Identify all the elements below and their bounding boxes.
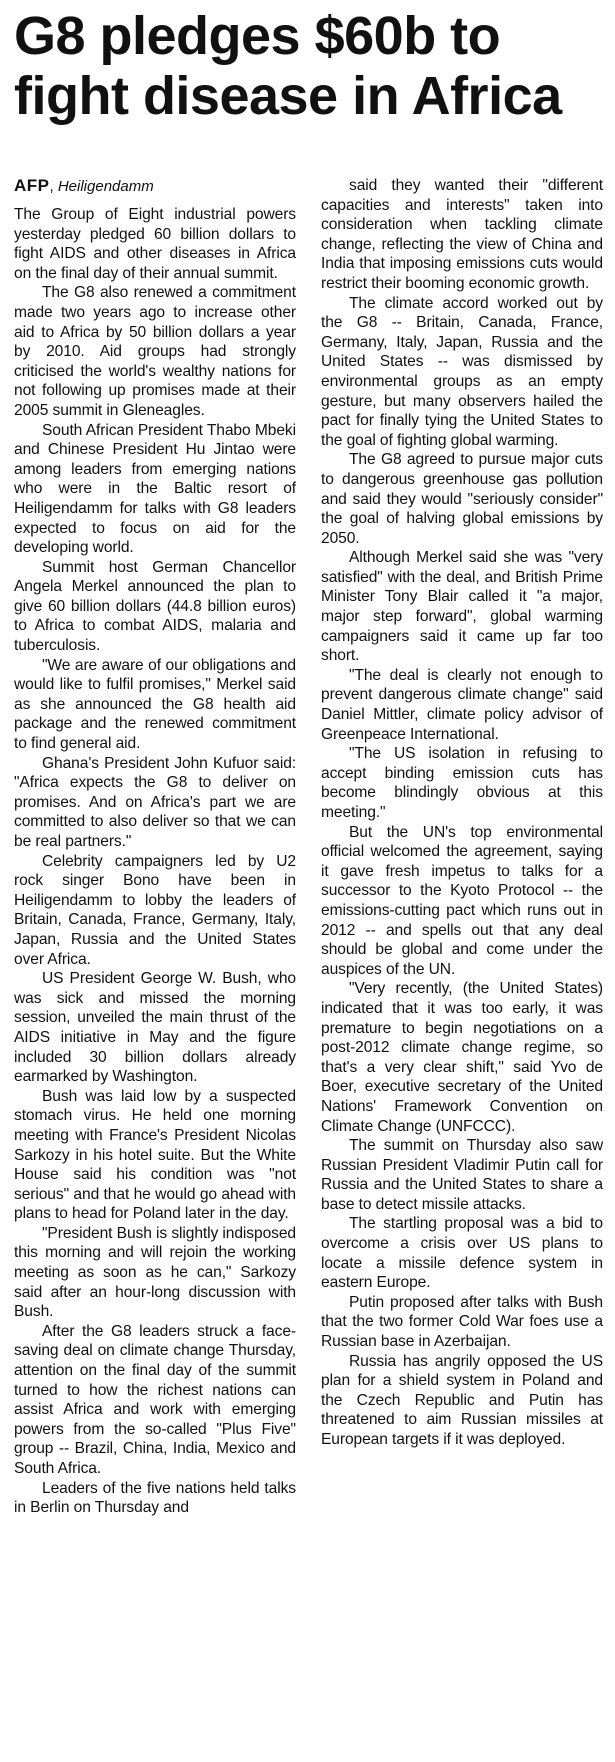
- dateline: [14, 176, 296, 197]
- headline-line-1: G8 pledges $60b to: [14, 6, 501, 66]
- paragraph: After the G8 leaders struck a face-saving deal on climate change Thursday, attention on the final day of the summit turned to how the richest nations can assist Africa and work with emerging powers from the so-called "Plus Five" group -- Brazil, China, India, Mexico and South Africa.: [14, 1322, 296, 1477]
- paragraph: "The deal is clearly not enough to prevent dangerous climate change" said Daniel Mittler, climate policy advisor of Greenpeace International.: [321, 666, 603, 743]
- paragraph: Putin proposed after talks with Bush that the two former Cold War foes use a Russian base in Azerbaijan.: [321, 1293, 603, 1351]
- paragraph: The G8 agreed to pursue major cuts to dangerous greenhouse gas pollution and said they would "seriously consider" the goal of halving global emissions by 2050.: [321, 451, 603, 547]
- paragraph: Although Merkel said she was "very satisfied" with the deal, and British Prime Minister Tony Blair called it "a major, major step forward", global warming campaigners said it came up far too short.: [321, 549, 603, 665]
- article-column-left: [14, 176, 296, 1754]
- dateline-separator: ,: [49, 178, 54, 195]
- paragraph: said they wanted their "different capacities and interests" taken into consideration when tackling climate change, reflecting the view of China and India that imposing emissions cuts would restrict their booming economic growth.: [321, 177, 603, 292]
- paragraph: The summit on Thursday also saw Russian President Vladimir Putin call for Russia and the United States to share a base to detect missile attacks.: [321, 1137, 603, 1213]
- paragraph: Ghana's President John Kufuor said: "Africa expects the G8 to deliver on promises. And on Africa's part we are committed to also deliver so that we can be real partners.": [14, 754, 296, 850]
- paragraph: Summit host German Chancellor Angela Merkel announced the plan to give 60 billion dollars (44.8 billion euros) to Africa to combat AIDS, malaria and tuberculosis.: [14, 558, 296, 655]
- paragraph: The G8 also renewed a commitment made two years ago to increase other aid to Africa by 50 billion dollars a year by 2010. Aid groups had strongly criticised the world's wealthy nations for not following up promises made at their 2005 summit in Gleneagles.: [14, 284, 296, 419]
- paragraph: But the UN's top environmental official welcomed the agreement, saying it gave fresh impetus to talks for a successor to the Kyoto Protocol -- the emissions-cutting pact which runs out in 2012 -- and spells out that any deal should be global and come under the auspices of the UN.: [321, 823, 603, 978]
- paragraph: The startling proposal was a bid to overcome a crisis over US plans to locate a missile defence system in eastern Europe.: [321, 1215, 603, 1292]
- paragraph: The climate accord worked out by the G8 -- Britain, Canada, France, Germany, Italy, Japan, Russia and the United States -- was dismissed by environmental groups as an empty gesture, but many observers hailed the pact for finally tying the United States to the goal of fighting global warming.: [321, 294, 603, 449]
- article-column-right: [321, 176, 603, 1754]
- headline: [14, 0, 603, 126]
- headline-line-2: fight disease in Africa: [14, 66, 562, 126]
- paragraph: Bush was laid low by a suspected stomach virus. He held one morning meeting with France's President Nicolas Sarkozy in his hotel suite. But the White House said his condition was "not serious" and that he would go ahead with plans to head for Poland later in the day.: [14, 1087, 296, 1223]
- paragraph: "President Bush is slightly indisposed this morning and will rejoin the working meeting as soon as he can," Sarkozy said after an hour-long discussion with Bush.: [14, 1224, 296, 1321]
- paragraph: "The US isolation in refusing to accept binding emission cuts has become blindingly obvious at this meeting.": [321, 745, 603, 821]
- paragraph: South African President Thabo Mbeki and Chinese President Hu Jintao were among leaders from emerging nations who were in the Baltic resort of Heiligendamm for talks with G8 leaders expected to focus on aid for the developing world.: [14, 421, 296, 557]
- news-agency: AFP: [14, 176, 50, 195]
- paragraph: Celebrity campaigners led by U2 rock singer Bono have been in Heiligendamm to lobby the leaders of Britain, Canada, France, Germany, Italy, Japan, Russia and the United States over Africa.: [14, 852, 296, 968]
- article-body: [14, 176, 603, 1754]
- paragraph: Russia has angrily opposed the US plan for a shield system in Poland and the Czech Republic and Putin has threatened to aim Russian missiles at European targets if it was deployed.: [321, 1352, 603, 1448]
- dateline-location: Heiligendamm: [57, 178, 154, 195]
- paragraph: Leaders of the five nations held talks in Berlin on Thursday and: [14, 1479, 296, 1517]
- paragraph: US President George W. Bush, who was sick and missed the morning session, unveiled the main thrust of the AIDS initiative in May and the figure included 30 billion dollars already earmarked by Washington.: [14, 970, 296, 1086]
- paragraph: "Very recently, (the United States) indicated that it was too early, it was premature to begin negotiations on a post-2012 climate change regime, so that's a very clear shift," said Yvo de Boer, executive secretary of the United Nations' Framework Convention on Climate Change (UNFCCC).: [321, 980, 603, 1135]
- paragraph: "We are aware of our obligations and would like to fulfil promises," Merkel said as she announced the G8 health aid package and the renewed commitment to find general aid.: [14, 656, 296, 753]
- paragraph: The Group of Eight industrial powers yesterday pledged 60 billion dollars to fight AIDS and other diseases in Africa on the final day of their annual summit.: [14, 206, 296, 282]
